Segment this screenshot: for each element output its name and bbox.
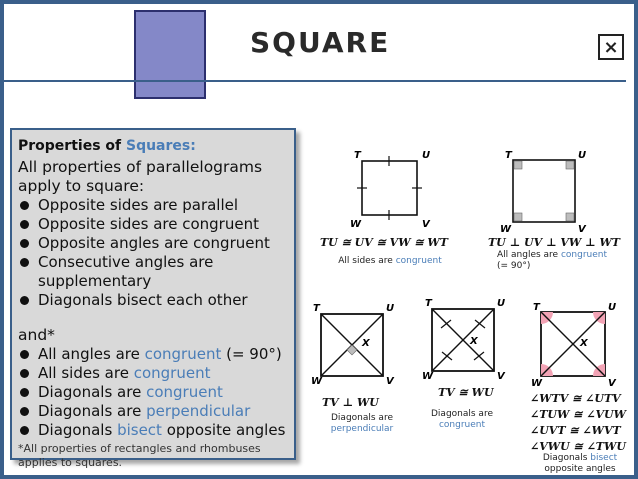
vertex-label: T <box>354 150 361 161</box>
vertex-label: U <box>608 302 617 313</box>
caption-text: Diagonals are <box>431 409 493 419</box>
equation: ∠TUW ≅ ∠VUW <box>530 408 626 421</box>
equation-list <box>530 391 626 455</box>
equation: ∠WTV ≅ ∠UTV <box>530 392 621 405</box>
right-angle-marker <box>514 161 522 169</box>
center-label: X <box>362 338 370 349</box>
caption-post: opposite angles <box>544 464 616 474</box>
list-item-text: Opposite angles are congruent <box>38 234 270 252</box>
center-label: X <box>580 338 588 349</box>
list-item-text: Consecutive angles are supplementary <box>38 253 214 290</box>
prop-pre: Diagonals <box>38 421 118 439</box>
right-angle-marker <box>514 213 522 221</box>
prop-accent: congruent <box>144 345 222 363</box>
close-icon: × <box>603 36 619 58</box>
diagram-perpendicular-diagonals <box>311 303 395 387</box>
prop-pre: Diagonals are <box>38 402 147 420</box>
caption-text: All sides are <box>338 256 396 266</box>
prop-pre: All angles are <box>38 345 145 363</box>
intro-text: All properties of parallelograms apply to square: <box>18 158 263 195</box>
center-label: X <box>470 336 478 347</box>
vertex-label: V <box>422 219 430 230</box>
vertex-label: V <box>608 378 616 389</box>
diagram-sides-congruent <box>350 150 431 230</box>
caption-accent: congruent <box>395 256 442 266</box>
prop-accent: congruent <box>133 364 211 382</box>
caption <box>420 409 504 431</box>
vertex-label: U <box>578 150 587 161</box>
heading-prefix: Properties of <box>18 138 126 154</box>
prop-accent: congruent <box>146 383 223 401</box>
vertex-label: W <box>531 378 543 389</box>
caption-text: All angles are <box>497 250 561 260</box>
prop-pre: All sides are <box>38 364 134 382</box>
caption-post: (= 90°) <box>497 261 531 271</box>
prop-accent: perpendicular <box>146 402 251 420</box>
vertex-label: W <box>422 371 434 382</box>
vertex-label: T <box>425 298 432 309</box>
vertex-label: W <box>350 219 362 230</box>
equation: TV ⊥ WU <box>322 396 379 409</box>
vertex-label: T <box>313 303 320 314</box>
equation: TU ⊥ UV ⊥ VW ⊥ WT <box>488 236 620 249</box>
caption <box>320 413 404 435</box>
vertex-label: U <box>497 298 506 309</box>
caption <box>497 250 607 272</box>
prop-post: (= 90°) <box>221 345 282 363</box>
list-item-text: Opposite sides are parallel <box>38 196 239 214</box>
equation: TU ≅ UV ≅ VW ≅ WT <box>320 236 448 249</box>
vertex-label: U <box>386 303 395 314</box>
prop-post: opposite angles <box>161 421 286 439</box>
square-shape <box>362 161 417 215</box>
diagram-congruent-diagonals <box>422 298 506 382</box>
equation: ∠VWU ≅ ∠TWU <box>530 440 626 453</box>
right-angle-marker <box>347 345 357 355</box>
prop-accent: bisect <box>117 421 162 439</box>
diagram-bisected-angles <box>531 302 617 389</box>
list-item-text: Opposite sides are congruent <box>38 215 259 233</box>
vertex-label: V <box>497 371 505 382</box>
caption-accent: bisect <box>590 453 618 463</box>
vertex-label: T <box>505 150 512 161</box>
caption <box>335 256 445 267</box>
and-label: and* <box>18 326 55 344</box>
vertex-label: W <box>311 376 323 387</box>
equation: TV ≅ WU <box>438 386 494 399</box>
equation: ∠UVT ≅ ∠WVT <box>530 424 621 437</box>
caption-accent: perpendicular <box>330 424 394 434</box>
vertex-label: W <box>500 224 512 235</box>
square-shape <box>513 160 575 222</box>
vertex-label: T <box>533 302 540 313</box>
caption <box>536 453 624 475</box>
prop-pre: Diagonals are <box>38 383 147 401</box>
caption-accent: congruent <box>438 420 486 430</box>
vertex-label: V <box>578 224 586 235</box>
diagram-right-angles <box>500 150 587 235</box>
vertex-label: V <box>386 376 394 387</box>
right-angle-marker <box>566 213 574 221</box>
footnote: *All properties of rectangles and rhombuses applies to squares. <box>18 442 261 469</box>
vertex-label: U <box>422 150 431 161</box>
caption-accent: congruent <box>560 250 608 260</box>
right-angle-marker <box>566 161 574 169</box>
heading-accent: Squares: <box>125 138 196 154</box>
caption-text: Diagonals <box>542 453 591 463</box>
list-item-text: Diagonals bisect each other <box>38 291 248 309</box>
page-title: SQUARE <box>250 26 391 59</box>
caption-text: Diagonals are <box>331 413 393 423</box>
